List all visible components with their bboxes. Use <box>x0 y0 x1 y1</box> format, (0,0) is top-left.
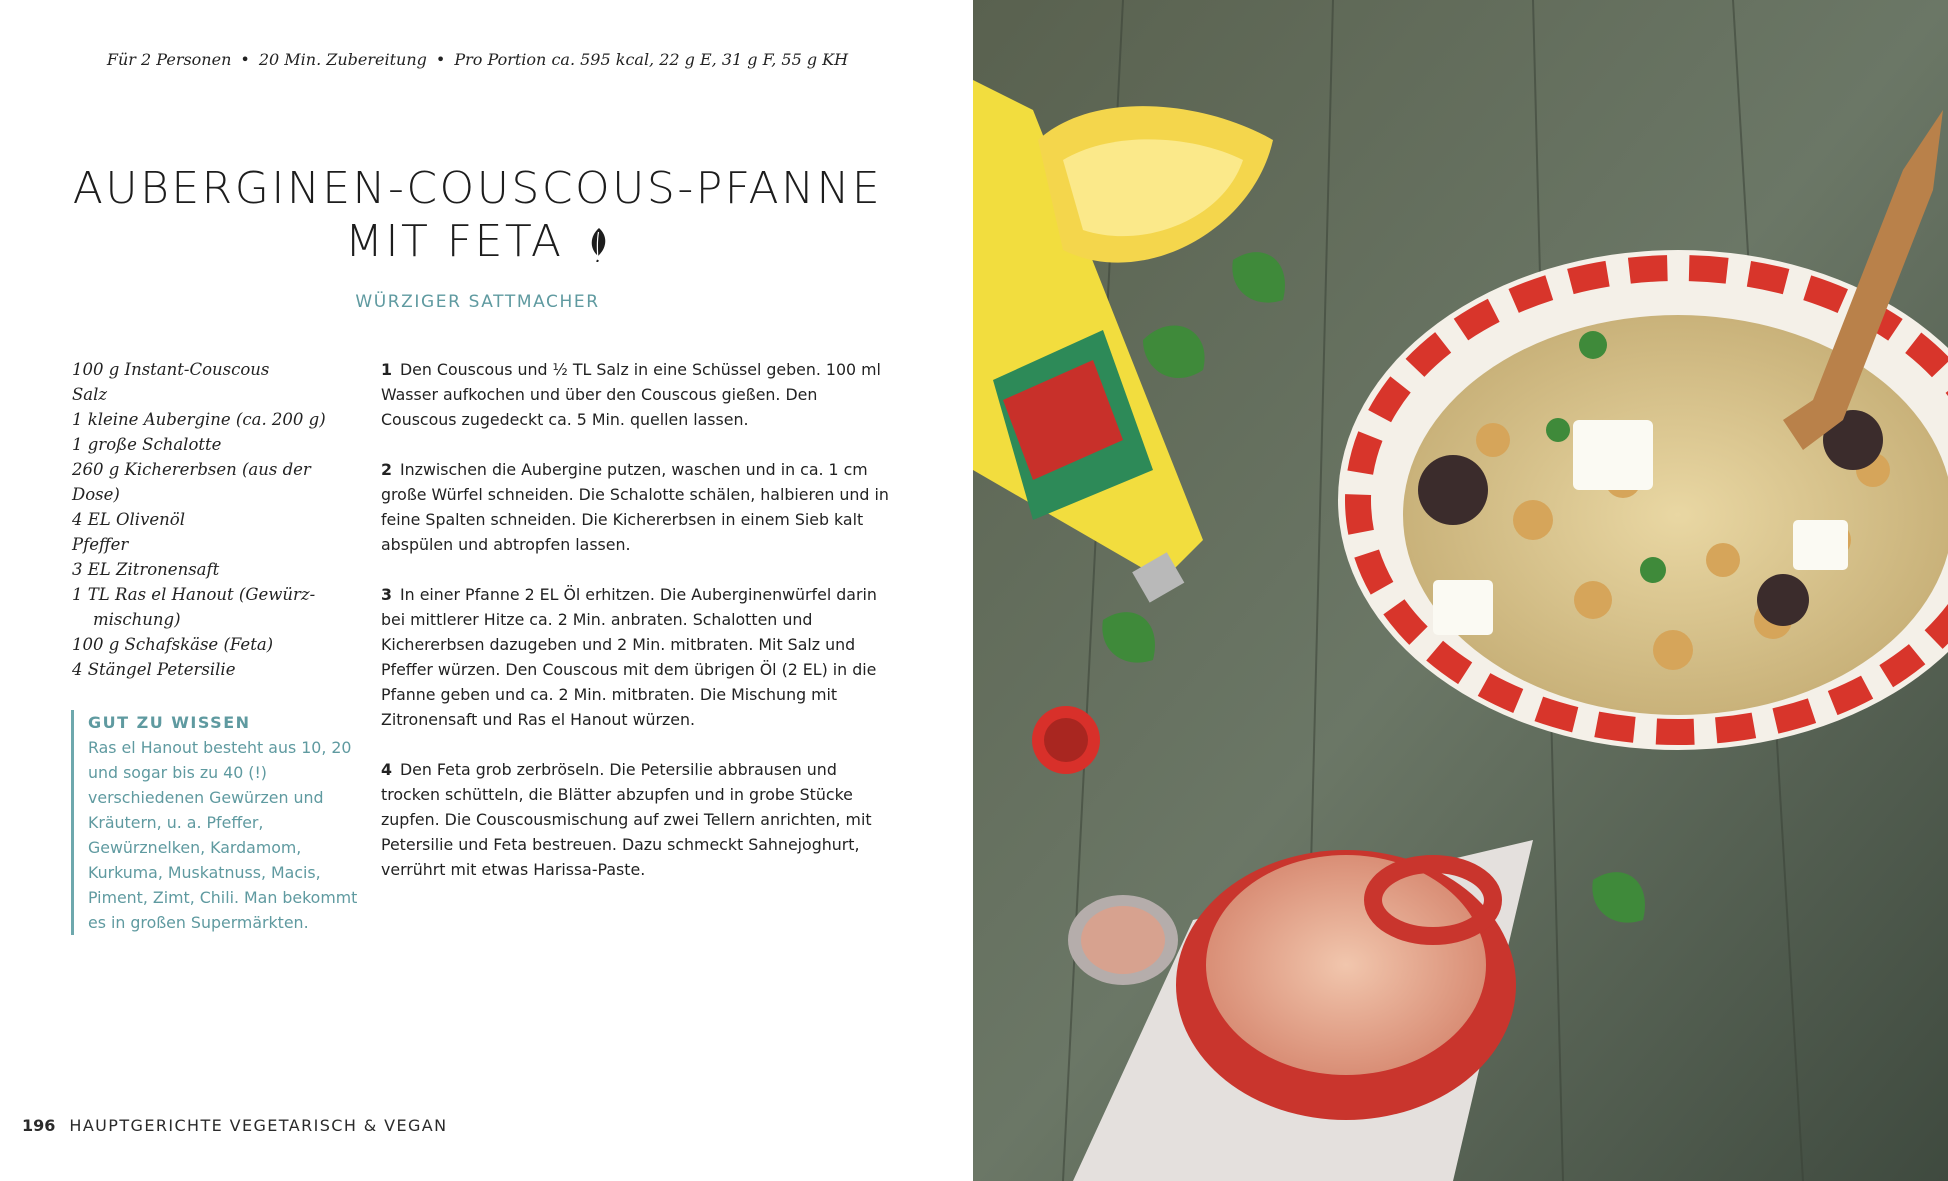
step-text: In einer Pfanne 2 EL Öl erhitzen. Die Auberginenwürfel darin bei mittlerer Hitze ca. 2 Min. anbraten. Schalotten und Kichererbsen dazugeben und 2 Min. mitbraten. Mit Salz und Pfeffer würzen. Den Couscous mit dem übrigen Öl (2 EL) in die Pfanne geben und ca. 2 Min. mitbraten. Die Mischung mit Zitronensaft und Ras el Hanout würzen. <box>381 585 877 729</box>
ingredient-item: 1 kleine Aubergine (ca. 200 g) <box>72 410 326 429</box>
ingredient-item: 4 Stängel Petersilie <box>72 660 236 679</box>
ingredient-item: Salz <box>72 385 108 404</box>
step-text: Den Couscous und ½ TL Salz in eine Schüssel geben. 100 ml Wasser aufkochen und über den Couscous gießen. Den Couscous zugedeckt ca. 5 Min. quellen lassen. <box>381 360 881 429</box>
ingredient-item: 260 g Kichererbsen (aus der Dose) <box>72 460 311 504</box>
leaf-icon <box>588 226 610 262</box>
tip-box <box>71 710 358 935</box>
page-footer <box>22 1116 447 1135</box>
ingredient-item: 1 große Schalotte <box>72 435 222 454</box>
step-text: Den Feta grob zerbröseln. Die Petersilie abbrausen und trocken schütteln, die Blätter abzupfen und in grobe Stücke zupfen. Die Couscousmischung auf zwei Tellern anrichten, mit Petersilie und Feta bestreuen. Dazu schmeckt Sahnejoghurt, verrührt mit etwas Harissa-Paste. <box>381 760 872 879</box>
section-title: HAUPTGERICHTE VEGETARISCH & VEGAN <box>69 1116 448 1135</box>
step-number: 1 <box>381 360 392 379</box>
step-number: 4 <box>381 760 392 779</box>
step-3 <box>381 582 891 732</box>
ingredient-item: Pfeffer <box>72 535 129 554</box>
ingredient-list <box>72 357 352 682</box>
step-list <box>381 357 891 907</box>
separator-dot: • <box>435 50 446 69</box>
recipe-title <box>40 162 915 268</box>
page-number: 196 <box>22 1116 56 1135</box>
ingredient-item: 3 EL Zitronensaft <box>72 560 220 579</box>
step-number: 3 <box>381 585 392 604</box>
title-line-1: AUBERGINEN-COUSCOUS-PFANNE <box>72 163 883 214</box>
step-number: 2 <box>381 460 392 479</box>
servings: Für 2 Personen <box>106 50 232 69</box>
title-line-2: MIT FETA <box>345 216 564 267</box>
step-1 <box>381 357 891 432</box>
recipe-meta <box>0 50 955 69</box>
ingredient-item: 4 EL Olivenöl <box>72 510 185 529</box>
step-text: Inzwischen die Aubergine putzen, waschen und in ca. 1 cm große Würfel schneiden. Die Schalotte schälen, halbieren und in feine Spalten schneiden. Die Kichererbsen in einem Sieb kalt abspülen und abtropfen lassen. <box>381 460 889 554</box>
step-2 <box>381 457 891 557</box>
recipe-subtitle: WÜRZIGER SATTMACHER <box>355 292 600 312</box>
step-4 <box>381 757 891 882</box>
recipe-page <box>0 0 973 1181</box>
tip-title: GUT ZU WISSEN <box>88 713 251 732</box>
separator-dot: • <box>240 50 250 69</box>
prep-time: 20 Min. Zubereitung <box>258 50 427 69</box>
ingredient-item: 1 TL Ras el Hanout (Gewürz- mischung) <box>72 585 316 629</box>
ingredient-item: 100 g Schafskäse (Feta) <box>72 635 274 654</box>
recipe-photo <box>973 0 1948 1181</box>
ingredient-item: 100 g Instant-Couscous <box>72 360 270 379</box>
nutrition: Pro Portion ca. 595 kcal, 22 g E, 31 g F, 55 g KH <box>454 50 849 69</box>
bottle-cap <box>1032 706 1100 774</box>
tip-text: Ras el Hanout besteht aus 10, 20 und sogar bis zu 40 (!) verschiedenen Gewürzen und Kräutern, u. a. Pfeffer, Gewürznelken, Kardamom, Kurkuma, Muskatnuss, Macis, Piment, Zimt, Chili. Man bekommt es in großen Supermärkten. <box>88 738 358 932</box>
